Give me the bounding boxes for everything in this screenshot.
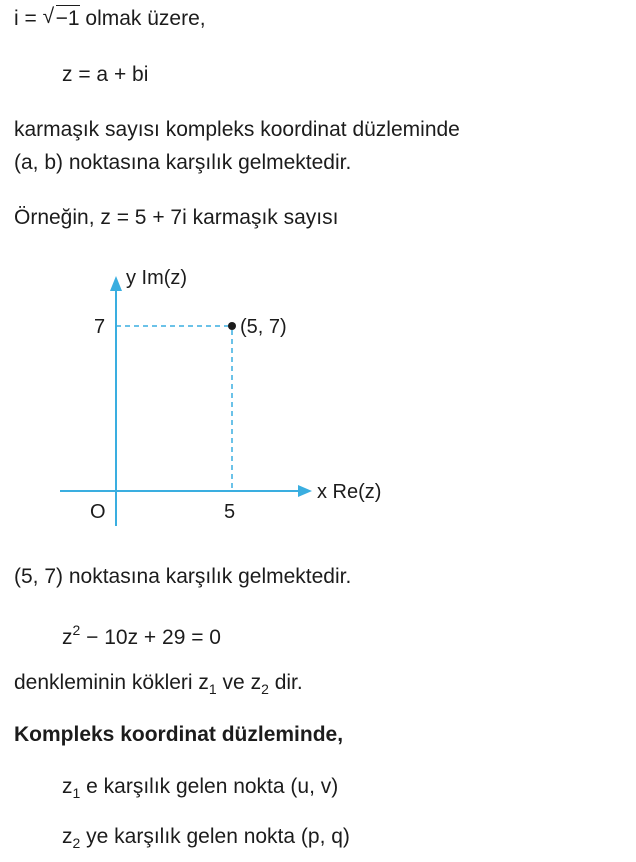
after-figure-line: (5, 7) noktasına karşılık gelmektedir.	[14, 565, 352, 588]
intro-rest: olmak üzere,	[79, 7, 206, 30]
bold-heading: Kompleks koordinat düzleminde,	[14, 723, 344, 746]
exponent: 2	[72, 622, 81, 638]
i-equals: i =	[14, 7, 43, 30]
sentence-line-2: (a, b) noktasına karşılık gelmektedir.	[14, 151, 352, 174]
z1-line: $z_1$ e karşılık gelen nokta (u, v)	[62, 775, 339, 801]
x-tick-label: 5	[224, 501, 236, 523]
y-axis-arrow	[110, 276, 122, 291]
example-line: Örneğin, z = 5 + 7i karmaşık sayısı	[14, 206, 339, 229]
complex-plane-figure	[60, 258, 420, 532]
sqrt-expression: √ −1	[42, 5, 80, 30]
origin-label: O	[90, 501, 106, 523]
y-tick-label: 7	[94, 316, 106, 338]
radicand: −1	[55, 7, 80, 30]
point-marker	[228, 322, 236, 330]
z2-line: $z_2$ ye karşılık gelen nokta (p, q)	[62, 825, 350, 851]
z-definition: z = a + bi	[62, 63, 149, 86]
x-axis-arrow	[298, 485, 312, 497]
intro-line	[14, 6, 206, 32]
y-axis-label: y Im(z)	[126, 267, 188, 289]
x-axis-label: x Re(z)	[317, 481, 382, 503]
quadratic-equation: $z^2 - 10z + 29 = 0$	[62, 622, 221, 649]
roots-line: denkleminin kökleri $z_1$ ve $z_2$ dir.	[14, 671, 303, 697]
point-label: (5, 7)	[240, 316, 287, 338]
sentence-line-1: karmaşık sayısı kompleks koordinat düzleminde	[14, 118, 460, 141]
